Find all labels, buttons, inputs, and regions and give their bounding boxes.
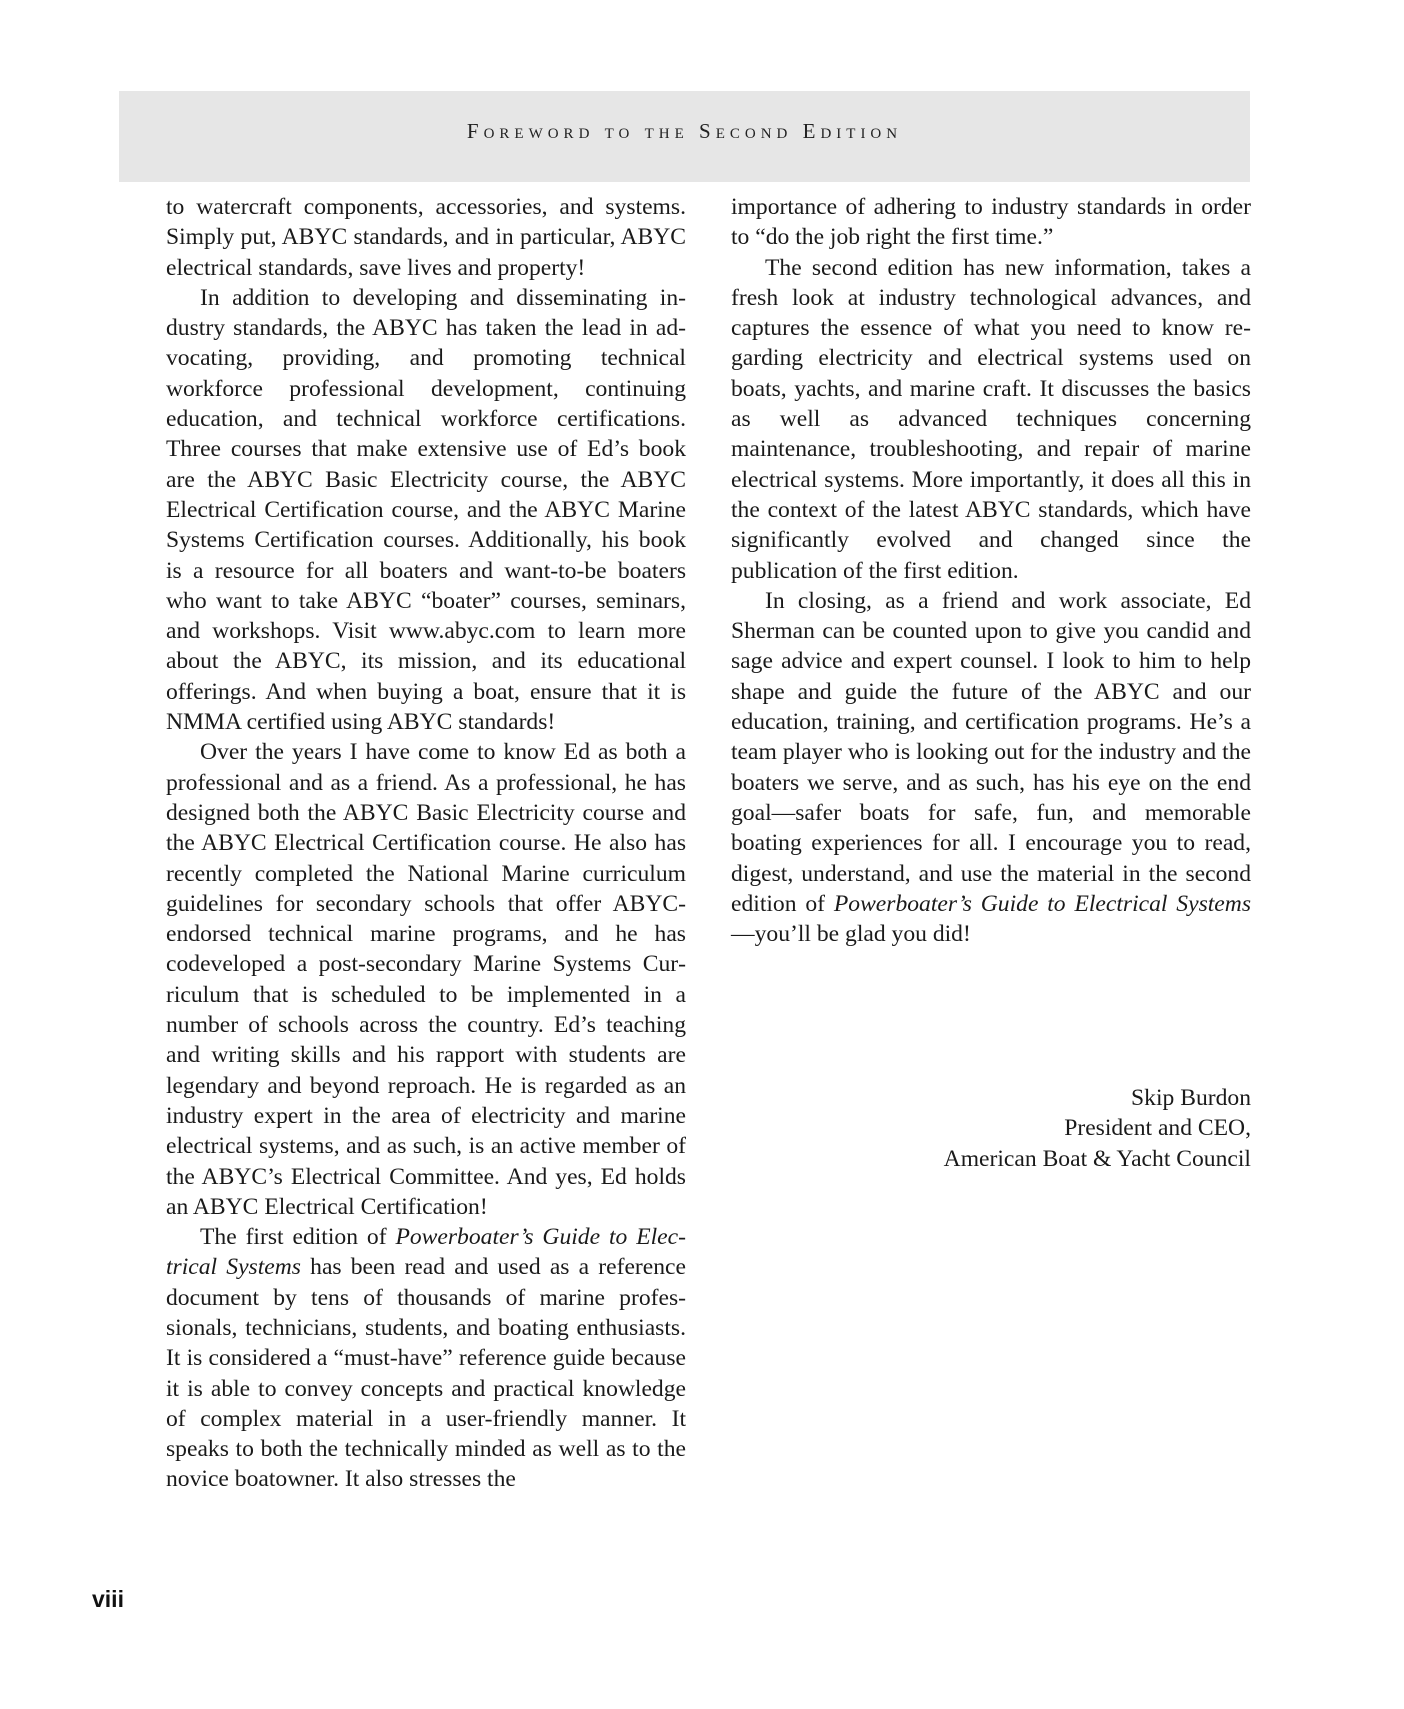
- signature-name: Skip Burdon: [1131, 1085, 1251, 1111]
- paragraph-first-edition: [166, 1222, 686, 1495]
- running-header-title: Foreword to the Second Edition: [466, 119, 903, 143]
- signature-role: President and CEO,: [1064, 1115, 1251, 1142]
- paragraph-about-ed: Over the years I have come to know Ed as both a professional and as a friend. As a professional, he has designed both the ABYC Basic Electricity course and the ABYC Electrical Certification course. He also has recently completed the National Marine curriculum guidelines for secondary schools that offer ABYC-endorsed technical marine programs, and he has codeveloped a post-secondary Marine Systems Curriculum that is scheduled to be implemented in a number of schools across the country. Ed’s teaching and writing skills and his rapport with students are legendary and beyond reproach. He is regarded as an industry expert in the area of electricity and marine electrical systems, and as such, is an active member of the ABYC’s Electrical Committee. And yes, Ed holds an ABYC Electrical Certification!: [166, 739, 686, 1220]
- left-text-column: [166, 192, 686, 1495]
- paragraph-continued: to watercraft components, accessories, and systems. Simply put, ABYC standards, and in particular, ABYC electrical standards, save lives and property!: [166, 194, 686, 281]
- right-text-column: [731, 192, 1251, 949]
- paragraph-closing: [731, 586, 1251, 950]
- paragraph-first-edition-rest: has been read and used as a reference document by tens of thousands of marine professionals, technicians, students, and boating enthusiasts. It is considered a “must-have” reference guide because it is able to convey concepts and practical knowledge of complex material in a user-friendly manner. It speaks to both the technically minded as well as to the novice boatowner. It also stresses the: [166, 1254, 686, 1493]
- paragraph-abyc-education: In addition to developing and disseminating industry standards, the ABYC has taken the lead in advocating, providing, and promoting technical workforce professional development, continuing education, and technical workforce certifications. Three courses that make extensive use of Ed’s book are the ABYC Basic Electricity course, the ABYC Electrical Certification course, and the ABYC Marine Systems Certification courses. Additionally, his book is a resource for all boaters and want-to-be boaters who want to take ABYC “boater” courses, seminars, and workshops. Visit www.abyc.com to learn more about the ABYC, its mission, and its educational offerings. And when buying a boat, ensure that it is NMMA certified using ABYC standards!: [166, 284, 686, 736]
- signature-organization: American Boat & Yacht Council: [943, 1145, 1251, 1172]
- paragraph-first-edition-lead: The first edition of: [200, 1224, 396, 1251]
- page-number: viii: [92, 1586, 124, 1612]
- paragraph-closing-rest: —you’ll be glad you did!: [731, 921, 971, 948]
- book-title: Powerboater’s Guide to Electrical Systems: [833, 890, 1252, 917]
- paragraph-closing-lead: In closing, as a friend and work associate, Ed Sherman can be counted upon to give you candid and sage advice and expert counsel. I look to him to help shape and guide the future of the ABYC and our education, training, and certification programs. He’s a team player who is looking out for the industry and the boaters we serve, and as such, has his eye on the end goal—safer boats for safe, fun, and memorable boating experiences for all. I encourage you to read, digest, understand, and use the material in the second edition of: [731, 587, 1251, 917]
- signature-block: [944, 1083, 1251, 1174]
- paragraph-continued-right: importance of adhering to industry standards in order to “do the job right the first time.”: [731, 194, 1251, 251]
- running-header-band: [119, 91, 1250, 182]
- paragraph-second-edition: The second edition has new information, takes a fresh look at industry technological advances, and captures the essence of what you need to know regarding electricity and electrical systems used on boats, yachts, and marine craft. It discusses the basics as well as advanced techniques concerning maintenance, troubleshooting, and repair of marine electrical systems. More importantly, it does all this in the context of the latest ABYC standards, which have significantly evolved and changed since the publication of the first edition.: [731, 254, 1251, 584]
- book-title: Powerboater’s Guide to Electrical Systems: [166, 1224, 686, 1281]
